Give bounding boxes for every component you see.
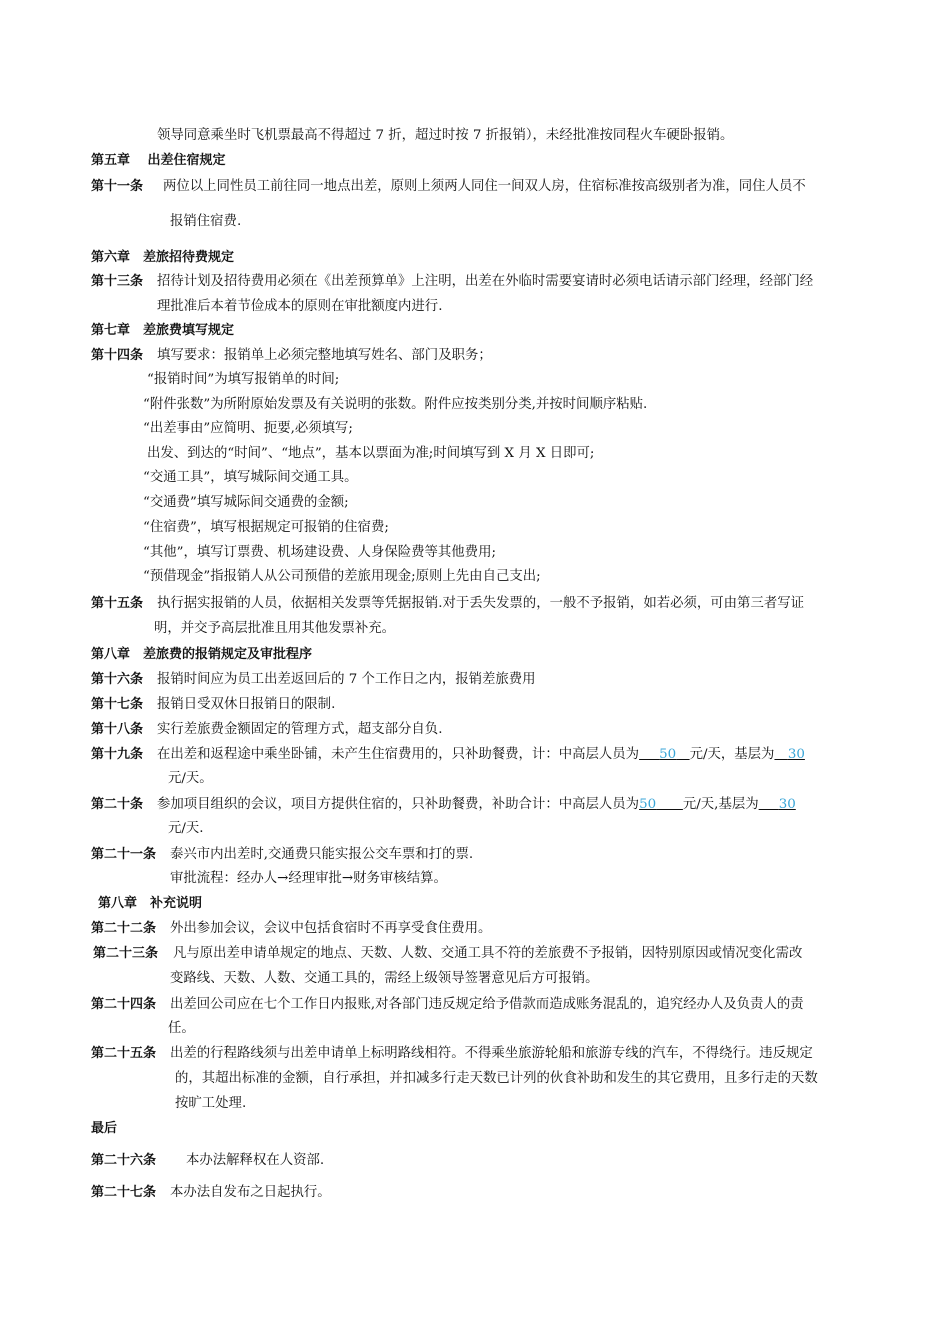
article-14-item: “预借现金”指报销人从公司预借的差旅用现金;原则上先由自己支出; — [143, 569, 541, 584]
article-20-text: 参加项目组织的会议，项目方提供住宿的，只补助餐费，补助合计：中高层人员为 — [157, 797, 640, 812]
paragraph-continuation: 领导同意乘坐时飞机票最高不得超过 7 折，超过时按 7 折报销），未经批准按同程火车硬卧报销。 — [157, 128, 734, 143]
article-19-number: 第十九条 — [91, 747, 144, 762]
article-13-line-2: 理批准后本着节俭成本的原则在审批额度内进行. — [157, 299, 443, 314]
article-20-blank-lead — [759, 797, 779, 812]
article-23-line-1: 凡与原出差申请单规定的地点、天数、人数、交通工具不符的差旅费不予报销，因特别原因或情况变化需改 — [173, 946, 803, 961]
article-24-line-2: 任。 — [168, 1021, 195, 1036]
article-16-text: 报销时间应为员工出差返回后的 7 个工作日之内，报销差旅费用 — [157, 672, 536, 687]
article-21-line-1: 泰兴市内出差时,交通费只能实报公交车票和打的票. — [170, 847, 474, 862]
article-14-item: “附件张数”为所附原始发票及有关说明的张数。附件应按类别分类,并按时间顺序粘贴. — [143, 397, 648, 412]
chapter-7-heading: 第七章 差旅费填写规定 — [91, 323, 235, 338]
article-14-item: “住宿费”，填写根据规定可报销的住宿费; — [143, 520, 389, 535]
article-27-text: 本办法自发布之日起执行。 — [170, 1185, 331, 1200]
article-20-blank-tail — [656, 797, 683, 812]
article-23-line-2: 变路线、天数、人数、交通工具的，需经上级领导签署意见后方可报销。 — [170, 971, 599, 986]
article-14-item: “其他”，填写订票费、机场建设费、人身保险费等其他费用; — [143, 545, 496, 560]
article-19-line-1 — [157, 745, 805, 765]
article-14-line-1: 填写要求：报销单上必须完整地填写姓名、部门及职务； — [157, 348, 492, 363]
article-22-number: 第二十二条 — [91, 921, 157, 936]
article-11-line-2: 报销住宿费. — [170, 214, 242, 229]
article-19-blank-lead-2 — [774, 747, 787, 762]
article-19-text: 在出差和返程途中乘坐卧铺，未产生住宿费用的，只补助餐费，计：中高层人员为 — [157, 747, 640, 762]
article-21-number: 第二十一条 — [91, 847, 157, 862]
article-17-number: 第十七条 — [91, 697, 144, 712]
article-19-blank-lead — [639, 747, 659, 762]
article-20-base-amount: 30 — [778, 797, 796, 812]
chapter-8-heading: 第八章 差旅费的报销规定及审批程序 — [91, 647, 313, 662]
article-20-senior-amount: 50 — [639, 797, 657, 812]
article-23-number: 第二十三条 — [93, 946, 159, 961]
article-22-text: 外出参加会议，会议中包括食宿时不再享受食住费用。 — [170, 921, 492, 936]
article-13-line-1: 招待计划及招待费用必须在《出差预算单》上注明，出差在外临时需要宴请时必须电话请示部门经理，经部门经 — [157, 274, 814, 289]
article-19-line-2: 元/天。 — [168, 771, 213, 786]
article-19-base-amount: 30 — [787, 747, 805, 762]
chapter-6-heading: 第六章 差旅招待费规定 — [91, 250, 235, 265]
article-11-line-1: 两位以上同性员工前往同一地点出差，原则上须两人同住一间双人房，住宿标准按高级别者为准，同住人员不 — [163, 179, 806, 194]
article-11-number: 第十一条 — [91, 179, 144, 194]
article-19-unit-text: 元/天，基层为 — [689, 747, 775, 762]
article-14-item: “出差事由”应简明、扼要,必须填写; — [143, 421, 353, 436]
article-26-number: 第二十六条 — [91, 1153, 157, 1168]
article-15-number: 第十五条 — [91, 596, 144, 611]
article-24-line-1: 出差回公司应在七个工作日内报账,对各部门违反规定给予借款而造成账务混乱的，追究经办人及负责人的责 — [170, 997, 804, 1012]
article-19-senior-amount: 50 — [659, 747, 677, 762]
article-19-blank-tail — [676, 747, 689, 762]
article-25-number: 第二十五条 — [91, 1046, 157, 1061]
article-20-number: 第二十条 — [91, 797, 144, 812]
article-14-number: 第十四条 — [91, 348, 144, 363]
article-14-item: 出发、到达的“时间”、“地点”，基本以票面为准;时间填写到 X 月 X 日即可; — [147, 446, 595, 461]
article-16-number: 第十六条 — [91, 672, 144, 687]
article-15-line-1: 执行据实报销的人员，依据相关发票等凭据报销.对于丢失发票的，一般不予报销，如若必须，可由第三者写证 — [157, 596, 805, 611]
supplement-heading: 第八章 补充说明 — [98, 896, 203, 911]
article-15-line-2: 明，并交予高层批准且用其他发票补充。 — [154, 621, 396, 636]
article-20-line-1 — [157, 795, 796, 815]
article-25-line-2: 的，其超出标准的金额，自行承担，并扣减多行走天数已计列的伙食补助和发生的其它费用，且多行走的天数 — [175, 1071, 818, 1086]
article-18-text: 实行差旅费金额固定的管理方式，超支部分自负. — [157, 722, 443, 737]
article-25-line-1: 出差的行程路线须与出差申请单上标明路线相符。不得乘坐旅游轮船和旅游专线的汽车，不得绕行。违反规定 — [170, 1046, 813, 1061]
article-24-number: 第二十四条 — [91, 997, 157, 1012]
article-14-item: “交通工具”，填写城际间交通工具。 — [143, 470, 358, 485]
article-20-unit-text: 元/天,基层为 — [682, 797, 759, 812]
final-heading: 最后 — [91, 1121, 118, 1136]
article-26-text: 本办法解释权在人资部. — [186, 1153, 325, 1168]
article-21-line-2: 审批流程：经办人→经理审批→财务审核结算。 — [170, 871, 447, 886]
article-25-line-3: 按旷工处理. — [175, 1096, 247, 1111]
article-14-item: “交通费”填写城际间交通费的金额; — [143, 495, 349, 510]
chapter-5-heading: 第五章 出差住宿规定 — [91, 153, 226, 168]
article-20-line-2: 元/天. — [168, 821, 204, 836]
article-14-item: “报销时间”为填写报销单的时间; — [147, 372, 340, 387]
article-13-number: 第十三条 — [91, 274, 144, 289]
article-17-text: 报销日受双休日报销日的限制. — [157, 697, 336, 712]
article-27-number: 第二十七条 — [91, 1185, 157, 1200]
article-18-number: 第十八条 — [91, 722, 144, 737]
